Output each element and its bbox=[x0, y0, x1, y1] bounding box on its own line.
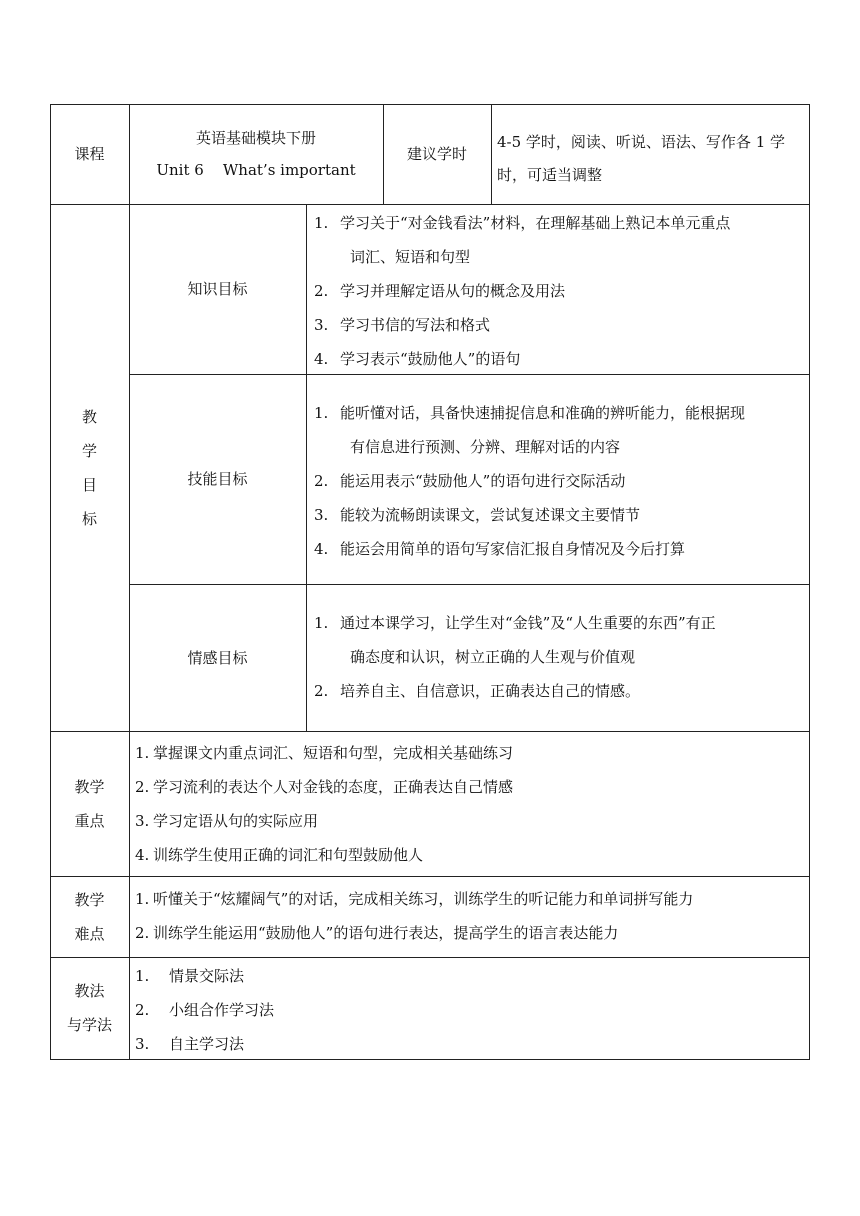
key-points-list bbox=[129, 736, 809, 872]
list-item bbox=[306, 396, 809, 464]
list-item bbox=[306, 464, 809, 498]
item-number: 4. bbox=[135, 846, 150, 864]
item-number: 3. bbox=[135, 812, 150, 830]
list-item bbox=[306, 498, 809, 532]
list-item bbox=[306, 274, 809, 308]
list-item bbox=[129, 993, 809, 1027]
methods-label bbox=[50, 957, 129, 1059]
objectives-label-char: 目 bbox=[81, 475, 97, 494]
item-text: 掌握课文内重点词汇、短语和句型，完成相关基础练习 bbox=[153, 744, 514, 762]
item-number: 2. bbox=[135, 924, 150, 942]
list-item bbox=[129, 736, 809, 770]
methods-label-line2: 与学法 bbox=[66, 1016, 112, 1034]
knowledge-goals-label: 知识目标 bbox=[187, 280, 248, 298]
item-text: 学习表示“鼓励他人”的语句 bbox=[340, 350, 521, 368]
list-item bbox=[129, 1027, 809, 1061]
item-text: 学习定语从句的实际应用 bbox=[153, 812, 319, 830]
item-text-continued: 有信息进行预测、分辨、理解对话的内容 bbox=[350, 438, 621, 456]
item-number: 1. bbox=[135, 744, 150, 762]
table-border-right bbox=[809, 104, 810, 1060]
item-text: 能运用表示“鼓励他人”的语句进行交际活动 bbox=[340, 472, 626, 490]
item-text: 学习并理解定语从句的概念及用法 bbox=[340, 282, 566, 300]
item-text: 学习关于“对金钱看法”材料，在理解基础上熟记本单元重点 bbox=[340, 214, 731, 232]
item-number: 2. bbox=[135, 778, 150, 796]
item-number: 2. bbox=[135, 1001, 150, 1019]
item-text: 通过本课学习，让学生对“金钱”及“人生重要的东西”有正 bbox=[340, 614, 716, 632]
list-item bbox=[306, 532, 809, 566]
methods-label-line1: 教法 bbox=[74, 982, 105, 1000]
difficulties-list bbox=[129, 882, 809, 950]
item-number: 1. bbox=[314, 614, 329, 632]
skill-goals-list bbox=[306, 396, 809, 566]
objectives-label-char: 标 bbox=[81, 509, 97, 528]
list-item bbox=[129, 804, 809, 838]
key-points-label-line2: 重点 bbox=[74, 811, 105, 830]
list-item bbox=[129, 838, 809, 872]
objectives-label-char: 学 bbox=[81, 441, 97, 460]
item-number: 1. bbox=[314, 214, 329, 232]
item-number: 2. bbox=[314, 282, 329, 300]
key-points-label bbox=[50, 731, 129, 876]
list-item bbox=[306, 342, 809, 376]
list-item bbox=[306, 606, 809, 674]
item-text-continued: 词汇、短语和句型 bbox=[350, 248, 471, 266]
emotion-goals-label: 情感目标 bbox=[187, 648, 248, 667]
item-number: 4. bbox=[314, 350, 329, 368]
list-item bbox=[129, 770, 809, 804]
knowledge-goals-list bbox=[306, 206, 809, 376]
difficulties-label-line1: 教学 bbox=[74, 890, 105, 909]
hours-label: 建议学时 bbox=[406, 145, 467, 163]
row-divider-difficulties bbox=[50, 957, 810, 958]
item-text: 自主学习法 bbox=[169, 1035, 245, 1053]
list-item bbox=[129, 959, 809, 993]
course-label: 课程 bbox=[74, 145, 105, 163]
item-number: 3. bbox=[314, 506, 329, 524]
objectives-label-char: 教 bbox=[81, 407, 97, 426]
row-divider-keypoints bbox=[50, 876, 810, 877]
item-number: 1. bbox=[314, 404, 329, 422]
item-text: 学习书信的写法和格式 bbox=[340, 316, 491, 334]
emotion-goals-list bbox=[306, 606, 809, 708]
item-number: 3. bbox=[314, 316, 329, 334]
item-number: 2. bbox=[314, 472, 329, 490]
item-number: 3. bbox=[135, 1035, 150, 1053]
list-item bbox=[306, 674, 809, 708]
item-text: 训练学生能运用“鼓励他人”的语句进行表达，提高学生的语言表达能力 bbox=[153, 924, 619, 942]
row-divider-objectives bbox=[50, 731, 810, 732]
list-item bbox=[129, 882, 809, 916]
item-number: 1. bbox=[135, 890, 150, 908]
difficulties-label bbox=[50, 876, 129, 957]
item-text: 小组合作学习法 bbox=[169, 1001, 275, 1019]
course-title-line2: Unit 6 What’s important bbox=[156, 161, 356, 179]
objectives-label bbox=[50, 204, 129, 731]
item-text: 能较为流畅朗读课文，尝试复述课文主要情节 bbox=[340, 506, 641, 524]
item-number: 4. bbox=[314, 540, 329, 558]
item-text: 能听懂对话，具备快速捕捉信息和准确的辨听能力，能根据现 bbox=[340, 404, 746, 422]
hours-text: 4-5 学时，阅读、听说、语法、写作各 1 学时，可适当调整 bbox=[497, 133, 786, 184]
item-text: 能运会用简单的语句写家信汇报自身情况及今后打算 bbox=[340, 540, 686, 558]
item-number: 2. bbox=[314, 682, 329, 700]
item-text: 情景交际法 bbox=[169, 967, 245, 985]
item-text: 学习流利的表达个人对金钱的态度，正确表达自己情感 bbox=[153, 778, 514, 796]
item-text-continued: 确态度和认识，树立正确的人生观与价值观 bbox=[350, 648, 636, 666]
item-text: 训练学生使用正确的词汇和句型鼓励他人 bbox=[153, 846, 424, 864]
list-item bbox=[306, 206, 809, 274]
skill-goals-label: 技能目标 bbox=[187, 470, 248, 488]
item-number: 1. bbox=[135, 967, 150, 985]
item-text: 听懂关于“炫耀阔气”的对话，完成相关练习，训练学生的听记能力和单词拼写能力 bbox=[153, 890, 694, 908]
item-text: 培养自主、自信意识，正确表达自己的情感。 bbox=[340, 682, 641, 700]
methods-list bbox=[129, 959, 809, 1061]
course-title bbox=[129, 104, 383, 204]
difficulties-label-line2: 难点 bbox=[74, 924, 105, 943]
list-item bbox=[306, 308, 809, 342]
key-points-label-line1: 教学 bbox=[74, 777, 105, 796]
course-title-line1: 英语基础模块下册 bbox=[195, 129, 316, 147]
list-item bbox=[129, 916, 809, 950]
